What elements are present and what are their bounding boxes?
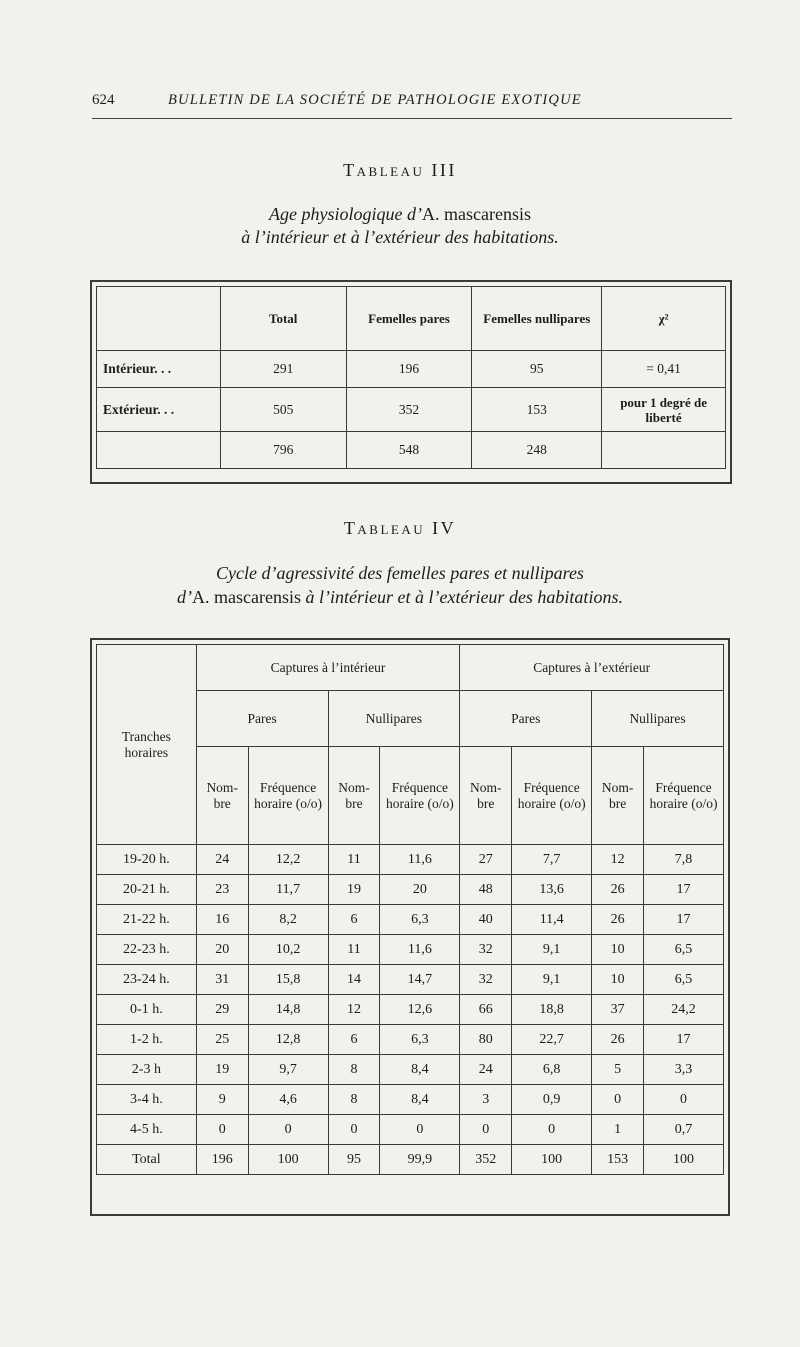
cell: 5: [592, 1055, 644, 1085]
running-title: BULLETIN DE LA SOCIÉTÉ DE PATHOLOGIE EXOTIQUE: [168, 92, 582, 108]
cell: 48: [460, 875, 512, 905]
table-row: [97, 905, 724, 935]
cell: 196: [346, 351, 472, 388]
row-label: Extérieur. . .: [97, 388, 221, 432]
cell: 11,7: [248, 875, 328, 905]
cell: 11,4: [512, 905, 592, 935]
table-row: [97, 388, 726, 432]
cell: 3: [460, 1085, 512, 1115]
cell: 17: [644, 875, 724, 905]
cell: 24,2: [644, 995, 724, 1025]
row-label: 0-1 h.: [97, 995, 197, 1025]
cell: 100: [644, 1145, 724, 1175]
cell: 6,3: [380, 905, 460, 935]
cell: 10,2: [248, 935, 328, 965]
cell: 26: [592, 905, 644, 935]
cell: 352: [346, 388, 472, 432]
col-frequence: Fréquence horaire (o/o): [644, 747, 724, 845]
table3-col-pares: Femelles pares: [346, 287, 472, 351]
cell: 12,6: [380, 995, 460, 1025]
cell: 548: [346, 432, 472, 469]
cell: pour 1 degré de liberté: [602, 388, 726, 432]
cell: 16: [196, 905, 248, 935]
cell: 20: [196, 935, 248, 965]
cell: 12: [592, 845, 644, 875]
row-label: 21-22 h.: [97, 905, 197, 935]
cell: 32: [460, 965, 512, 995]
cell: 9,1: [512, 935, 592, 965]
cell: 95: [472, 351, 602, 388]
cell: 8: [328, 1085, 380, 1115]
table4-ext-pares: Pares: [460, 691, 592, 747]
cell: 15,8: [248, 965, 328, 995]
cell: 23: [196, 875, 248, 905]
cell: 19: [328, 875, 380, 905]
col-frequence: Fréquence horaire (o/o): [380, 747, 460, 845]
cell: 24: [196, 845, 248, 875]
cell: 153: [592, 1145, 644, 1175]
col-nombre: Nom-bre: [460, 747, 512, 845]
col-frequence: Fréquence horaire (o/o): [248, 747, 328, 845]
row-label: 1-2 h.: [97, 1025, 197, 1055]
table3-col-empty: [97, 287, 221, 351]
cell: 95: [328, 1145, 380, 1175]
cell: 0,7: [644, 1115, 724, 1145]
cell: 37: [592, 995, 644, 1025]
cell: 4,6: [248, 1085, 328, 1115]
cell: 0: [592, 1085, 644, 1115]
cell: 291: [220, 351, 346, 388]
table-row: [97, 351, 726, 388]
table3-col-nullipares: Femelles nullipares: [472, 287, 602, 351]
cell: 29: [196, 995, 248, 1025]
cell: [602, 432, 726, 469]
row-label: 23-24 h.: [97, 965, 197, 995]
row-label: 3-4 h.: [97, 1085, 197, 1115]
cell: 24: [460, 1055, 512, 1085]
cell: 18,8: [512, 995, 592, 1025]
cell: 20: [380, 875, 460, 905]
cell: 7,7: [512, 845, 592, 875]
table-row: [97, 875, 724, 905]
cell: 0: [460, 1115, 512, 1145]
cell: 12,2: [248, 845, 328, 875]
cell: 7,8: [644, 845, 724, 875]
row-label: [97, 432, 221, 469]
cell: 0,9: [512, 1085, 592, 1115]
page-number: 624: [92, 92, 115, 108]
table4-int-nullipares: Nullipares: [328, 691, 460, 747]
cell: 0: [196, 1115, 248, 1145]
table-row: [97, 1025, 724, 1055]
cell: 6: [328, 1025, 380, 1055]
cell: 248: [472, 432, 602, 469]
row-label: 2-3 h: [97, 1055, 197, 1085]
row-label: Intérieur. . .: [97, 351, 221, 388]
table-row: [97, 1145, 724, 1175]
cell: 13,6: [512, 875, 592, 905]
cell: 10: [592, 935, 644, 965]
cell: 6,5: [644, 935, 724, 965]
cell: 26: [592, 875, 644, 905]
table4-row-header: Tranches horaires: [97, 645, 197, 845]
cell: 9,1: [512, 965, 592, 995]
col-nombre: Nom-bre: [328, 747, 380, 845]
cell: 8,2: [248, 905, 328, 935]
table-row: [97, 935, 724, 965]
cell: 3,3: [644, 1055, 724, 1085]
cell: 0: [512, 1115, 592, 1145]
cell: 12: [328, 995, 380, 1025]
cell: 14: [328, 965, 380, 995]
row-label: 20-21 h.: [97, 875, 197, 905]
cell: 19: [196, 1055, 248, 1085]
cell: 0: [644, 1085, 724, 1115]
cell: 17: [644, 1025, 724, 1055]
cell: 8: [328, 1055, 380, 1085]
cell: 32: [460, 935, 512, 965]
table4: [96, 644, 724, 1175]
table3-subtitle-line2: à l’intérieur et à l’extérieur des habitations.: [241, 227, 559, 247]
cell: 153: [472, 388, 602, 432]
cell: 6: [328, 905, 380, 935]
table4-subtitle-line1: Cycle d’agressivité des femelles pares et nullipares: [216, 563, 584, 583]
cell: 0: [380, 1115, 460, 1145]
cell: 0: [248, 1115, 328, 1145]
cell: 66: [460, 995, 512, 1025]
cell: 25: [196, 1025, 248, 1055]
cell: 6,5: [644, 965, 724, 995]
col-nombre: Nom-bre: [196, 747, 248, 845]
row-label: 19-20 h.: [97, 845, 197, 875]
table-row: [97, 995, 724, 1025]
cell: 8,4: [380, 1085, 460, 1115]
cell: 27: [460, 845, 512, 875]
row-label: 22-23 h.: [97, 935, 197, 965]
col-frequence: Fréquence horaire (o/o): [512, 747, 592, 845]
table4-group-exterior: Captures à l’extérieur: [460, 645, 724, 691]
table4-int-pares: Pares: [196, 691, 328, 747]
cell: 505: [220, 388, 346, 432]
table-row: [97, 1055, 724, 1085]
table-row: [97, 1085, 724, 1115]
cell: 31: [196, 965, 248, 995]
cell: 40: [460, 905, 512, 935]
table-row: [97, 965, 724, 995]
table-row: [97, 845, 724, 875]
col-nombre: Nom-bre: [592, 747, 644, 845]
table3-subtitle-line1: Age physiologique d’A. mascarensis: [269, 204, 531, 224]
table4-subtitle-line2: d’A. mascarensis à l’intérieur et à l’extérieur des habitations.: [177, 587, 623, 607]
cell: 8,4: [380, 1055, 460, 1085]
cell: 100: [248, 1145, 328, 1175]
cell: 11,6: [380, 845, 460, 875]
cell: 11,6: [380, 935, 460, 965]
cell: 80: [460, 1025, 512, 1055]
cell: 6,8: [512, 1055, 592, 1085]
table3-col-chi2: χ²: [602, 287, 726, 351]
cell: 26: [592, 1025, 644, 1055]
cell: 352: [460, 1145, 512, 1175]
table3: [96, 286, 726, 469]
table3-title: Tableau III: [343, 160, 457, 180]
running-header: [92, 88, 732, 119]
cell: 196: [196, 1145, 248, 1175]
table3-col-total: Total: [220, 287, 346, 351]
table-row: [97, 432, 726, 469]
cell: 12,8: [248, 1025, 328, 1055]
table4-group-row: [97, 645, 724, 691]
cell: 11: [328, 935, 380, 965]
cell: 17: [644, 905, 724, 935]
table-row: [97, 1115, 724, 1145]
table4-body: [97, 845, 724, 1175]
table4-title: Tableau IV: [343, 518, 457, 538]
table4-group-interior: Captures à l’intérieur: [196, 645, 460, 691]
table3-header-row: [97, 287, 726, 351]
cell: 22,7: [512, 1025, 592, 1055]
row-label: Total: [97, 1145, 197, 1175]
cell: 99,9: [380, 1145, 460, 1175]
cell: 9,7: [248, 1055, 328, 1085]
cell: 0: [328, 1115, 380, 1145]
cell: 1: [592, 1115, 644, 1145]
cell: 6,3: [380, 1025, 460, 1055]
table4-ext-nullipares: Nullipares: [592, 691, 724, 747]
cell: 100: [512, 1145, 592, 1175]
row-label: 4-5 h.: [97, 1115, 197, 1145]
cell: 11: [328, 845, 380, 875]
cell: 10: [592, 965, 644, 995]
cell: 9: [196, 1085, 248, 1115]
cell: 796: [220, 432, 346, 469]
cell: = 0,41: [602, 351, 726, 388]
cell: 14,8: [248, 995, 328, 1025]
cell: 14,7: [380, 965, 460, 995]
